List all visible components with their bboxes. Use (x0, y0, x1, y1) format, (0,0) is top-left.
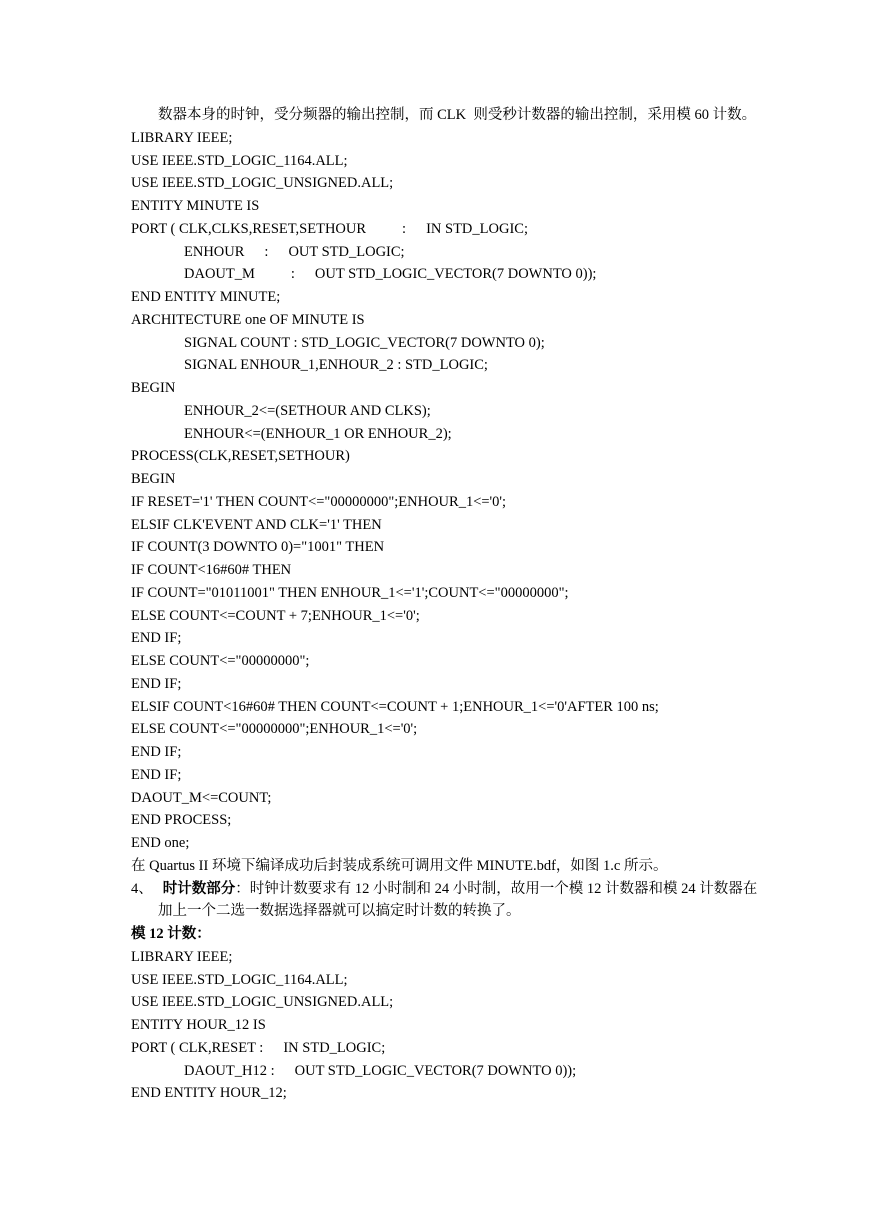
code-line: ENHOUR<=(ENHOUR_1 OR ENHOUR_2); (184, 425, 452, 442)
code-line: ENTITY MINUTE IS (131, 198, 260, 214)
code-line: ELSE COUNT<=COUNT + 7;ENHOUR_1<='0'; (131, 607, 420, 624)
intro-paragraph: 数器本身的时钟，受分频器的输出控制，而 CLK 则受秒计数器的输出控制，采用模 60 计数。 (158, 107, 757, 123)
code-text: IN STD_LOGIC; (283, 1039, 386, 1056)
code-text: IN STD_LOGIC; (426, 220, 528, 237)
code-line: USE IEEE.STD_LOGIC_1164.ALL; (131, 152, 348, 169)
code-line (131, 241, 831, 264)
quartus-note: 在 Quartus II 环境下编译成功后封装成系统可调用文件 MINUTE.bdf，如图 1.c 所示。 (131, 857, 668, 874)
code-line (131, 1060, 831, 1083)
code-line: END IF; (131, 766, 182, 783)
code-line: END PROCESS; (131, 812, 232, 829)
code-text: OUT STD_LOGIC_VECTOR(7 DOWNTO 0)); (314, 266, 597, 283)
section-4-continuation: 加上一个二选一数据选择器就可以搞定时计数的转换了。 (158, 903, 521, 920)
code-line: SIGNAL COUNT : STD_LOGIC_VECTOR(7 DOWNTO 0); (184, 334, 545, 351)
code-line: IF COUNT(3 DOWNTO 0)="1001" THEN (131, 539, 385, 556)
code-line: SIGNAL ENHOUR_1,ENHOUR_2 : STD_LOGIC; (184, 357, 488, 374)
section-text: 时钟计数要求有 12 小时制和 24 小时制，故用一个模 12 计数器和模 24 计数器在 (249, 880, 758, 897)
code-text: PORT ( CLK,RESET : (131, 1039, 264, 1056)
code-line: END IF; (131, 744, 182, 760)
code-line: ARCHITECTURE one OF MINUTE IS (131, 311, 365, 328)
code-line (131, 218, 831, 241)
code-line: END IF; (131, 630, 182, 647)
code-line: IF COUNT<16#60# THEN (131, 562, 292, 578)
code-line: LIBRARY IEEE; (131, 129, 233, 146)
code-text: DAOUT_H12 : (184, 1062, 275, 1079)
code-line: PROCESS(CLK,RESET,SETHOUR) (131, 448, 350, 465)
code-text: : (402, 220, 407, 237)
code-text: : (264, 243, 269, 260)
code-line: END one; (131, 835, 190, 851)
code-line: USE IEEE.STD_LOGIC_UNSIGNED.ALL; (131, 175, 394, 192)
code-line (131, 263, 831, 286)
code-line: USE IEEE.STD_LOGIC_1164.ALL; (131, 971, 348, 988)
code-line: ELSE COUNT<="00000000"; (131, 653, 310, 669)
code-line: END ENTITY HOUR_12; (131, 1085, 287, 1102)
code-line: BEGIN (131, 380, 176, 396)
section-colon: ： (235, 880, 250, 897)
code-line: LIBRARY IEEE; (131, 948, 233, 965)
code-line: IF RESET='1' THEN COUNT<="00000000";ENHOUR_1<='0'; (131, 493, 507, 510)
code-text: OUT STD_LOGIC_VECTOR(7 DOWNTO 0)); (294, 1062, 577, 1079)
section-4-heading-line (131, 878, 831, 901)
code-line: ELSIF COUNT<16#60# THEN COUNT<=COUNT + 1;ENHOUR_1<='0'AFTER 100 ns; (131, 698, 659, 715)
section-title: 时计数部分 (162, 880, 236, 897)
code-line: IF COUNT="01011001" THEN ENHOUR_1<='1';COUNT<="00000000"; (131, 584, 569, 601)
code-line: END ENTITY MINUTE; (131, 289, 281, 305)
code-line: ENHOUR_2<=(SETHOUR AND CLKS); (184, 402, 431, 419)
mod12-heading: 模 12 计数： (131, 926, 211, 942)
code-text: PORT ( CLK,CLKS,RESET,SETHOUR (131, 220, 367, 237)
code-line: DAOUT_M<=COUNT; (131, 789, 272, 806)
code-text: OUT STD_LOGIC; (288, 243, 405, 260)
code-text: DAOUT_M (184, 266, 255, 283)
code-line: ELSE COUNT<="00000000";ENHOUR_1<='0'; (131, 721, 418, 738)
code-line: BEGIN (131, 471, 176, 487)
section-number: 4、 (131, 880, 153, 897)
code-line: USE IEEE.STD_LOGIC_UNSIGNED.ALL; (131, 994, 394, 1011)
code-text: ENHOUR (184, 243, 245, 260)
code-line (131, 1037, 831, 1060)
code-text: : (290, 266, 295, 283)
code-line: ENTITY HOUR_12 IS (131, 1017, 266, 1033)
document-body (131, 104, 831, 1105)
code-line: ELSIF CLK'EVENT AND CLK='1' THEN (131, 516, 382, 533)
code-line: END IF; (131, 675, 182, 692)
